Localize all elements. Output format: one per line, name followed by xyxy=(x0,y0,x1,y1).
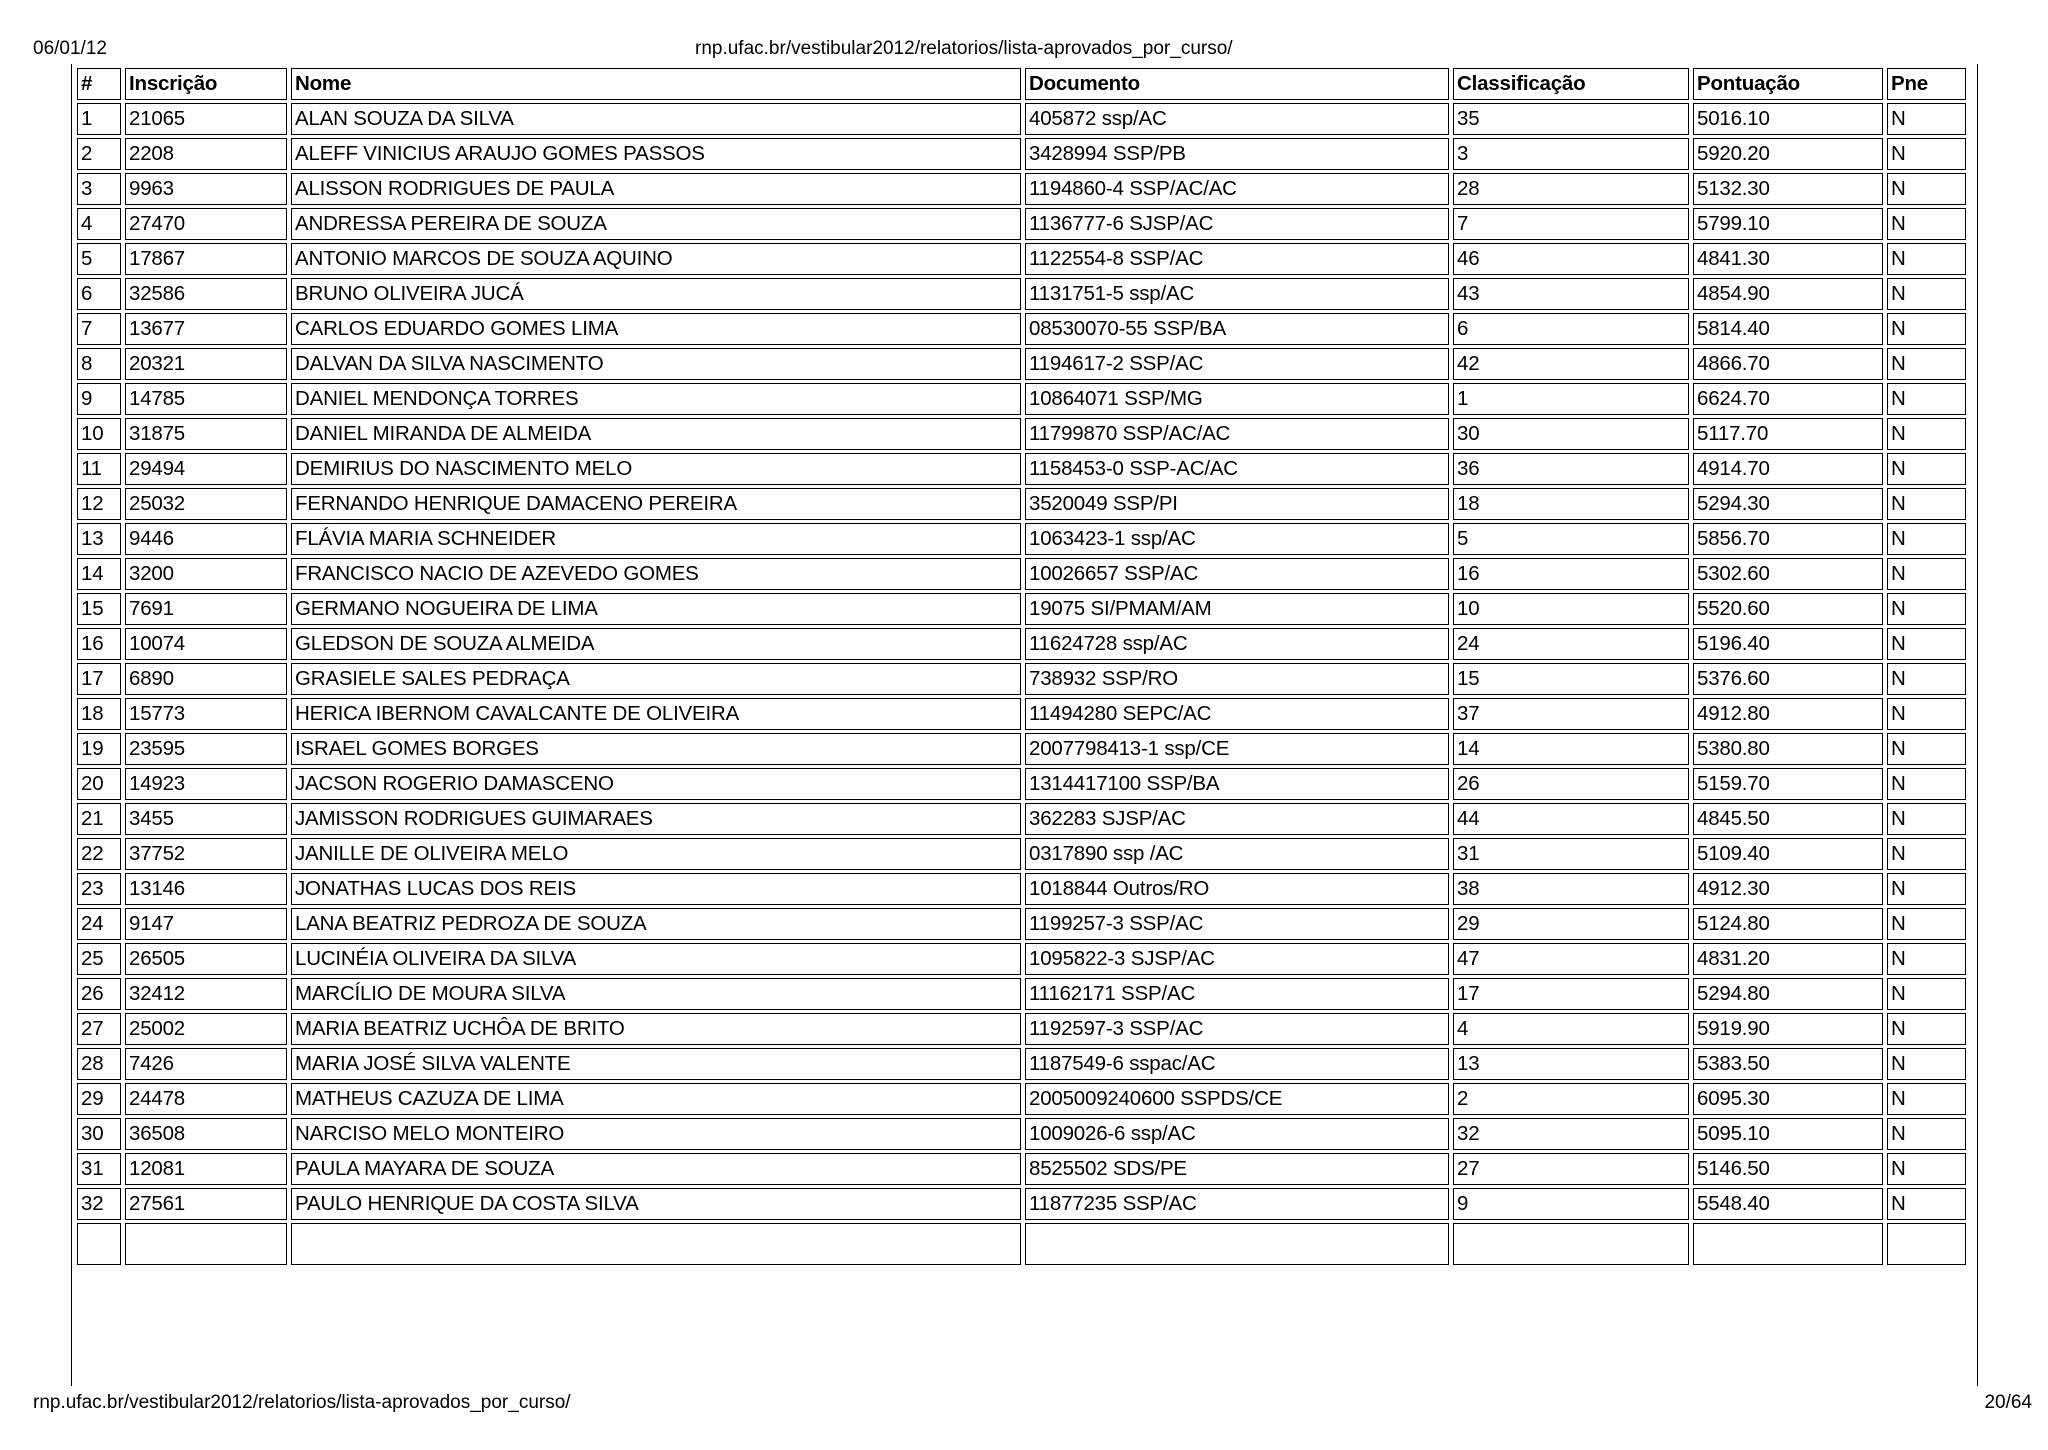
nome-cell: LANA BEATRIZ PEDROZA DE SOUZA xyxy=(291,908,1021,940)
documento-cell: 3428994 SSP/PB xyxy=(1025,138,1449,170)
row-number: 30 xyxy=(77,1118,121,1150)
pontuacao-cell: 5383.50 xyxy=(1693,1048,1883,1080)
pne-cell: N xyxy=(1887,803,1966,835)
pontuacao-cell: 5380.80 xyxy=(1693,733,1883,765)
documento-cell: 1018844 Outros/RO xyxy=(1025,873,1449,905)
documento-cell: 08530070-55 SSP/BA xyxy=(1025,313,1449,345)
inscricao-cell: 21065 xyxy=(125,103,287,135)
pne-cell: N xyxy=(1887,1153,1966,1185)
documento-cell: 1136777-6 SJSP/AC xyxy=(1025,208,1449,240)
pontuacao-cell: 5814.40 xyxy=(1693,313,1883,345)
classificacao-cell: 3 xyxy=(1453,138,1689,170)
pne-cell: N xyxy=(1887,733,1966,765)
row-number: 32 xyxy=(77,1188,121,1220)
row-number: 11 xyxy=(77,453,121,485)
documento-cell: 1158453-0 SSP-AC/AC xyxy=(1025,453,1449,485)
row-number: 24 xyxy=(77,908,121,940)
empty-cell xyxy=(77,1223,121,1265)
classificacao-cell: 37 xyxy=(1453,698,1689,730)
table-row xyxy=(77,488,1966,520)
documento-cell: 1194617-2 SSP/AC xyxy=(1025,348,1449,380)
pne-cell: N xyxy=(1887,488,1966,520)
pontuacao-cell: 5159.70 xyxy=(1693,768,1883,800)
nome-cell: DALVAN DA SILVA NASCIMENTO xyxy=(291,348,1021,380)
classificacao-cell: 32 xyxy=(1453,1118,1689,1150)
classificacao-cell: 10 xyxy=(1453,593,1689,625)
table-row xyxy=(77,243,1966,275)
column-header-number: # xyxy=(77,68,121,100)
documento-cell: 1199257-3 SSP/AC xyxy=(1025,908,1449,940)
documento-cell: 11624728 ssp/AC xyxy=(1025,628,1449,660)
pne-cell: N xyxy=(1887,628,1966,660)
column-header-pontuacao: Pontuação xyxy=(1693,68,1883,100)
row-number: 28 xyxy=(77,1048,121,1080)
pne-cell: N xyxy=(1887,243,1966,275)
pne-cell: N xyxy=(1887,943,1966,975)
pontuacao-cell: 5920.20 xyxy=(1693,138,1883,170)
pontuacao-cell: 4841.30 xyxy=(1693,243,1883,275)
row-number: 4 xyxy=(77,208,121,240)
inscricao-cell: 29494 xyxy=(125,453,287,485)
table-row xyxy=(77,348,1966,380)
table-row xyxy=(77,768,1966,800)
classificacao-cell: 14 xyxy=(1453,733,1689,765)
classificacao-cell: 26 xyxy=(1453,768,1689,800)
table-row xyxy=(77,313,1966,345)
row-number: 22 xyxy=(77,838,121,870)
table-header-row xyxy=(77,68,1966,100)
row-number: 12 xyxy=(77,488,121,520)
results-table-container xyxy=(71,64,1978,1386)
documento-cell: 1314417100 SSP/BA xyxy=(1025,768,1449,800)
documento-cell: 10864071 SSP/MG xyxy=(1025,383,1449,415)
pne-cell: N xyxy=(1887,138,1966,170)
column-header-inscricao: Inscrição xyxy=(125,68,287,100)
row-number: 26 xyxy=(77,978,121,1010)
pne-cell: N xyxy=(1887,698,1966,730)
pontuacao-cell: 4831.20 xyxy=(1693,943,1883,975)
documento-cell: 10026657 SSP/AC xyxy=(1025,558,1449,590)
column-header-documento: Documento xyxy=(1025,68,1449,100)
row-number: 20 xyxy=(77,768,121,800)
pontuacao-cell: 5146.50 xyxy=(1693,1153,1883,1185)
pontuacao-cell: 5799.10 xyxy=(1693,208,1883,240)
nome-cell: BRUNO OLIVEIRA JUCÁ xyxy=(291,278,1021,310)
pontuacao-cell: 4912.30 xyxy=(1693,873,1883,905)
pontuacao-cell: 5132.30 xyxy=(1693,173,1883,205)
column-header-classificacao: Classificação xyxy=(1453,68,1689,100)
pne-cell: N xyxy=(1887,383,1966,415)
inscricao-cell: 31875 xyxy=(125,418,287,450)
classificacao-cell: 5 xyxy=(1453,523,1689,555)
documento-cell: 1009026-6 ssp/AC xyxy=(1025,1118,1449,1150)
pne-cell: N xyxy=(1887,1083,1966,1115)
nome-cell: GERMANO NOGUEIRA DE LIMA xyxy=(291,593,1021,625)
documento-cell: 1192597-3 SSP/AC xyxy=(1025,1013,1449,1045)
column-header-nome: Nome xyxy=(291,68,1021,100)
inscricao-cell: 2208 xyxy=(125,138,287,170)
pne-cell: N xyxy=(1887,103,1966,135)
table-row xyxy=(77,1048,1966,1080)
inscricao-cell: 27561 xyxy=(125,1188,287,1220)
inscricao-cell: 9147 xyxy=(125,908,287,940)
pne-cell: N xyxy=(1887,313,1966,345)
table-row xyxy=(77,1188,1966,1220)
pne-cell: N xyxy=(1887,908,1966,940)
pne-cell: N xyxy=(1887,1048,1966,1080)
classificacao-cell: 28 xyxy=(1453,173,1689,205)
pontuacao-cell: 5196.40 xyxy=(1693,628,1883,660)
pne-cell: N xyxy=(1887,1013,1966,1045)
nome-cell: NARCISO MELO MONTEIRO xyxy=(291,1118,1021,1150)
page-url-header: rnp.ufac.br/vestibular2012/relatorios/lista-aprovados_por_curso/ xyxy=(695,38,1233,59)
nome-cell: ANDRESSA PEREIRA DE SOUZA xyxy=(291,208,1021,240)
nome-cell: PAULO HENRIQUE DA COSTA SILVA xyxy=(291,1188,1021,1220)
row-number: 18 xyxy=(77,698,121,730)
table-row xyxy=(77,908,1966,940)
row-number: 5 xyxy=(77,243,121,275)
documento-cell: 738932 SSP/RO xyxy=(1025,663,1449,695)
approved-list-table xyxy=(73,65,1970,1268)
classificacao-cell: 30 xyxy=(1453,418,1689,450)
documento-cell: 362283 SJSP/AC xyxy=(1025,803,1449,835)
inscricao-cell: 25002 xyxy=(125,1013,287,1045)
table-row xyxy=(77,803,1966,835)
inscricao-cell: 14923 xyxy=(125,768,287,800)
table-row xyxy=(77,1118,1966,1150)
row-number: 1 xyxy=(77,103,121,135)
nome-cell: FERNANDO HENRIQUE DAMACENO PEREIRA xyxy=(291,488,1021,520)
documento-cell: 2007798413-1 ssp/CE xyxy=(1025,733,1449,765)
table-row xyxy=(77,453,1966,485)
table-row xyxy=(77,593,1966,625)
classificacao-cell: 27 xyxy=(1453,1153,1689,1185)
documento-cell: 0317890 ssp /AC xyxy=(1025,838,1449,870)
pontuacao-cell: 4854.90 xyxy=(1693,278,1883,310)
documento-cell: 11162171 SSP/AC xyxy=(1025,978,1449,1010)
pontuacao-cell: 5919.90 xyxy=(1693,1013,1883,1045)
table-row xyxy=(77,628,1966,660)
pontuacao-cell: 5520.60 xyxy=(1693,593,1883,625)
pontuacao-cell: 5856.70 xyxy=(1693,523,1883,555)
nome-cell: FRANCISCO NACIO DE AZEVEDO GOMES xyxy=(291,558,1021,590)
row-number: 10 xyxy=(77,418,121,450)
empty-cell xyxy=(1025,1223,1449,1265)
documento-cell: 405872 ssp/AC xyxy=(1025,103,1449,135)
classificacao-cell: 17 xyxy=(1453,978,1689,1010)
pne-cell: N xyxy=(1887,593,1966,625)
empty-cell xyxy=(1453,1223,1689,1265)
classificacao-cell: 15 xyxy=(1453,663,1689,695)
classificacao-cell: 16 xyxy=(1453,558,1689,590)
inscricao-cell: 13677 xyxy=(125,313,287,345)
pne-cell: N xyxy=(1887,1188,1966,1220)
pontuacao-cell: 4914.70 xyxy=(1693,453,1883,485)
classificacao-cell: 42 xyxy=(1453,348,1689,380)
table-row xyxy=(77,978,1966,1010)
pne-cell: N xyxy=(1887,173,1966,205)
table-row xyxy=(77,838,1966,870)
pontuacao-cell: 5294.30 xyxy=(1693,488,1883,520)
table-row xyxy=(77,1083,1966,1115)
nome-cell: ISRAEL GOMES BORGES xyxy=(291,733,1021,765)
inscricao-cell: 13146 xyxy=(125,873,287,905)
column-header-pne: Pne xyxy=(1887,68,1966,100)
inscricao-cell: 9963 xyxy=(125,173,287,205)
pontuacao-cell: 6624.70 xyxy=(1693,383,1883,415)
row-number: 27 xyxy=(77,1013,121,1045)
table-row xyxy=(77,1153,1966,1185)
inscricao-cell: 3200 xyxy=(125,558,287,590)
nome-cell: JACSON ROGERIO DAMASCENO xyxy=(291,768,1021,800)
inscricao-cell: 26505 xyxy=(125,943,287,975)
pontuacao-cell: 6095.30 xyxy=(1693,1083,1883,1115)
inscricao-cell: 25032 xyxy=(125,488,287,520)
documento-cell: 11799870 SSP/AC/AC xyxy=(1025,418,1449,450)
nome-cell: GLEDSON DE SOUZA ALMEIDA xyxy=(291,628,1021,660)
inscricao-cell: 23595 xyxy=(125,733,287,765)
row-number: 19 xyxy=(77,733,121,765)
nome-cell: CARLOS EDUARDO GOMES LIMA xyxy=(291,313,1021,345)
pne-cell: N xyxy=(1887,558,1966,590)
classificacao-cell: 31 xyxy=(1453,838,1689,870)
classificacao-cell: 36 xyxy=(1453,453,1689,485)
nome-cell: MARIA BEATRIZ UCHÔA DE BRITO xyxy=(291,1013,1021,1045)
inscricao-cell: 3455 xyxy=(125,803,287,835)
classificacao-cell: 35 xyxy=(1453,103,1689,135)
inscricao-cell: 32412 xyxy=(125,978,287,1010)
documento-cell: 1187549-6 sspac/AC xyxy=(1025,1048,1449,1080)
table-row xyxy=(77,698,1966,730)
table-row xyxy=(77,103,1966,135)
nome-cell: MARIA JOSÉ SILVA VALENTE xyxy=(291,1048,1021,1080)
nome-cell: PAULA MAYARA DE SOUZA xyxy=(291,1153,1021,1185)
pne-cell: N xyxy=(1887,348,1966,380)
nome-cell: ALISSON RODRIGUES DE PAULA xyxy=(291,173,1021,205)
documento-cell: 2005009240600 SSPDS/CE xyxy=(1025,1083,1449,1115)
row-number: 21 xyxy=(77,803,121,835)
pontuacao-cell: 5016.10 xyxy=(1693,103,1883,135)
documento-cell: 8525502 SDS/PE xyxy=(1025,1153,1449,1185)
nome-cell: JONATHAS LUCAS DOS REIS xyxy=(291,873,1021,905)
documento-cell: 1095822-3 SJSP/AC xyxy=(1025,943,1449,975)
pontuacao-cell: 5548.40 xyxy=(1693,1188,1883,1220)
row-number: 23 xyxy=(77,873,121,905)
pne-cell: N xyxy=(1887,1118,1966,1150)
table-row xyxy=(77,943,1966,975)
table-row xyxy=(77,733,1966,765)
classificacao-cell: 6 xyxy=(1453,313,1689,345)
nome-cell: JANILLE DE OLIVEIRA MELO xyxy=(291,838,1021,870)
nome-cell: DEMIRIUS DO NASCIMENTO MELO xyxy=(291,453,1021,485)
table-row xyxy=(77,558,1966,590)
inscricao-cell: 36508 xyxy=(125,1118,287,1150)
row-number: 25 xyxy=(77,943,121,975)
page-url-footer: rnp.ufac.br/vestibular2012/relatorios/lista-aprovados_por_curso/ xyxy=(33,1392,571,1413)
nome-cell: ANTONIO MARCOS DE SOUZA AQUINO xyxy=(291,243,1021,275)
documento-cell: 1131751-5 ssp/AC xyxy=(1025,278,1449,310)
row-number: 29 xyxy=(77,1083,121,1115)
table-row xyxy=(77,208,1966,240)
nome-cell: DANIEL MENDONÇA TORRES xyxy=(291,383,1021,415)
classificacao-cell: 2 xyxy=(1453,1083,1689,1115)
table-row xyxy=(77,278,1966,310)
inscricao-cell: 14785 xyxy=(125,383,287,415)
table-row-empty xyxy=(77,1223,1966,1265)
documento-cell: 11494280 SEPC/AC xyxy=(1025,698,1449,730)
classificacao-cell: 9 xyxy=(1453,1188,1689,1220)
row-number: 8 xyxy=(77,348,121,380)
inscricao-cell: 10074 xyxy=(125,628,287,660)
table-row xyxy=(77,173,1966,205)
documento-cell: 1194860-4 SSP/AC/AC xyxy=(1025,173,1449,205)
classificacao-cell: 24 xyxy=(1453,628,1689,660)
row-number: 9 xyxy=(77,383,121,415)
row-number: 14 xyxy=(77,558,121,590)
classificacao-cell: 46 xyxy=(1453,243,1689,275)
classificacao-cell: 1 xyxy=(1453,383,1689,415)
documento-cell: 1122554-8 SSP/AC xyxy=(1025,243,1449,275)
table-row xyxy=(77,523,1966,555)
pne-cell: N xyxy=(1887,768,1966,800)
row-number: 17 xyxy=(77,663,121,695)
nome-cell: MARCÍLIO DE MOURA SILVA xyxy=(291,978,1021,1010)
pne-cell: N xyxy=(1887,453,1966,485)
page-number: 20/64 xyxy=(1984,1392,2032,1413)
pontuacao-cell: 5302.60 xyxy=(1693,558,1883,590)
inscricao-cell: 12081 xyxy=(125,1153,287,1185)
table-row xyxy=(77,663,1966,695)
pontuacao-cell: 4845.50 xyxy=(1693,803,1883,835)
row-number: 3 xyxy=(77,173,121,205)
pne-cell: N xyxy=(1887,663,1966,695)
table-row xyxy=(77,383,1966,415)
pne-cell: N xyxy=(1887,208,1966,240)
inscricao-cell: 32586 xyxy=(125,278,287,310)
inscricao-cell: 24478 xyxy=(125,1083,287,1115)
classificacao-cell: 4 xyxy=(1453,1013,1689,1045)
inscricao-cell: 6890 xyxy=(125,663,287,695)
empty-cell xyxy=(1693,1223,1883,1265)
print-date: 06/01/12 xyxy=(33,38,107,59)
nome-cell: HERICA IBERNOM CAVALCANTE DE OLIVEIRA xyxy=(291,698,1021,730)
pontuacao-cell: 5376.60 xyxy=(1693,663,1883,695)
row-number: 16 xyxy=(77,628,121,660)
table-body xyxy=(77,103,1966,1265)
classificacao-cell: 43 xyxy=(1453,278,1689,310)
table-row xyxy=(77,418,1966,450)
pne-cell: N xyxy=(1887,278,1966,310)
inscricao-cell: 20321 xyxy=(125,348,287,380)
inscricao-cell: 7691 xyxy=(125,593,287,625)
nome-cell: LUCINÉIA OLIVEIRA DA SILVA xyxy=(291,943,1021,975)
pontuacao-cell: 4866.70 xyxy=(1693,348,1883,380)
classificacao-cell: 38 xyxy=(1453,873,1689,905)
pontuacao-cell: 5117.70 xyxy=(1693,418,1883,450)
inscricao-cell: 9446 xyxy=(125,523,287,555)
pne-cell: N xyxy=(1887,873,1966,905)
pne-cell: N xyxy=(1887,838,1966,870)
documento-cell: 1063423-1 ssp/AC xyxy=(1025,523,1449,555)
table-row xyxy=(77,138,1966,170)
empty-cell xyxy=(125,1223,287,1265)
table-row xyxy=(77,873,1966,905)
row-number: 6 xyxy=(77,278,121,310)
inscricao-cell: 37752 xyxy=(125,838,287,870)
inscricao-cell: 27470 xyxy=(125,208,287,240)
empty-cell xyxy=(1887,1223,1966,1265)
documento-cell: 19075 SI/PMAM/AM xyxy=(1025,593,1449,625)
row-number: 31 xyxy=(77,1153,121,1185)
row-number: 2 xyxy=(77,138,121,170)
classificacao-cell: 29 xyxy=(1453,908,1689,940)
classificacao-cell: 13 xyxy=(1453,1048,1689,1080)
nome-cell: ALEFF VINICIUS ARAUJO GOMES PASSOS xyxy=(291,138,1021,170)
row-number: 13 xyxy=(77,523,121,555)
classificacao-cell: 7 xyxy=(1453,208,1689,240)
nome-cell: DANIEL MIRANDA DE ALMEIDA xyxy=(291,418,1021,450)
nome-cell: GRASIELE SALES PEDRAÇA xyxy=(291,663,1021,695)
documento-cell: 3520049 SSP/PI xyxy=(1025,488,1449,520)
classificacao-cell: 18 xyxy=(1453,488,1689,520)
pontuacao-cell: 5294.80 xyxy=(1693,978,1883,1010)
pne-cell: N xyxy=(1887,418,1966,450)
nome-cell: FLÁVIA MARIA SCHNEIDER xyxy=(291,523,1021,555)
pne-cell: N xyxy=(1887,523,1966,555)
inscricao-cell: 15773 xyxy=(125,698,287,730)
pne-cell: N xyxy=(1887,978,1966,1010)
inscricao-cell: 17867 xyxy=(125,243,287,275)
table-row xyxy=(77,1013,1966,1045)
classificacao-cell: 47 xyxy=(1453,943,1689,975)
nome-cell: MATHEUS CAZUZA DE LIMA xyxy=(291,1083,1021,1115)
pontuacao-cell: 5109.40 xyxy=(1693,838,1883,870)
row-number: 15 xyxy=(77,593,121,625)
nome-cell: JAMISSON RODRIGUES GUIMARAES xyxy=(291,803,1021,835)
nome-cell: ALAN SOUZA DA SILVA xyxy=(291,103,1021,135)
empty-cell xyxy=(291,1223,1021,1265)
classificacao-cell: 44 xyxy=(1453,803,1689,835)
row-number: 7 xyxy=(77,313,121,345)
inscricao-cell: 7426 xyxy=(125,1048,287,1080)
pontuacao-cell: 5124.80 xyxy=(1693,908,1883,940)
pontuacao-cell: 5095.10 xyxy=(1693,1118,1883,1150)
pontuacao-cell: 4912.80 xyxy=(1693,698,1883,730)
documento-cell: 11877235 SSP/AC xyxy=(1025,1188,1449,1220)
